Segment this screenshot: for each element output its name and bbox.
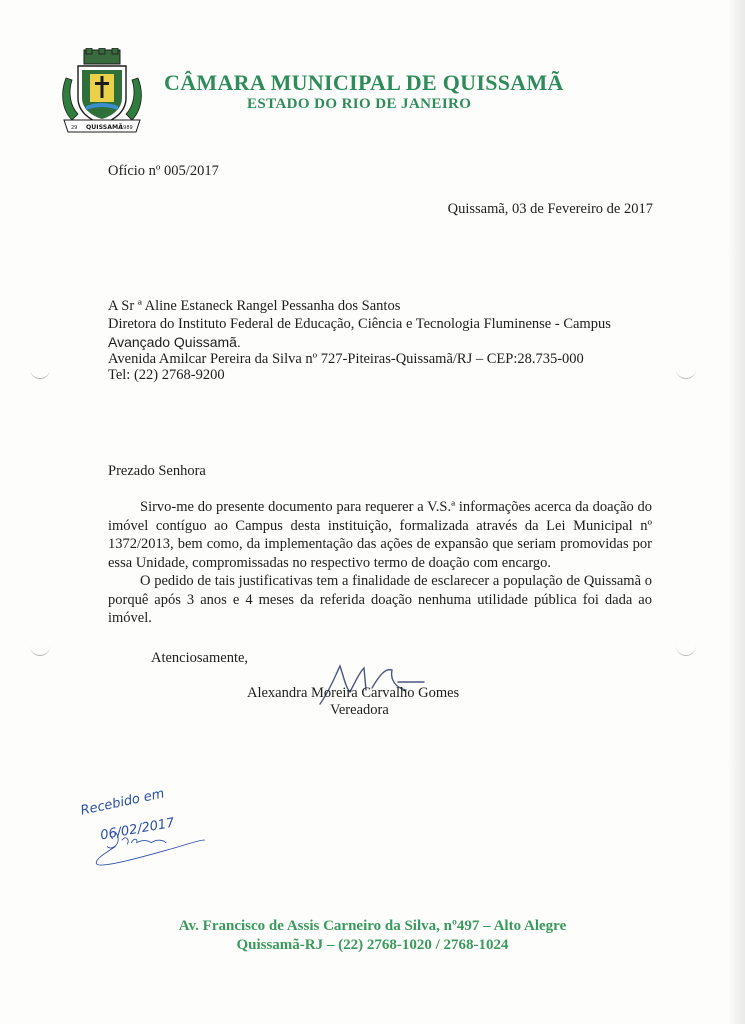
municipal-crest-logo <box>60 48 144 136</box>
punch-hole-mark <box>676 368 696 379</box>
recipient-address: Avenida Amilcar Pereira da Silva nº 727-Piteiras-Quissamã/RJ – CEP:28.735-000 <box>108 351 584 367</box>
header-title: CÂMARA MUNICIPAL DE QUISSAMÃ <box>164 70 564 95</box>
letter-place-date: Quissamã, 03 de Fevereiro de 2017 <box>447 201 653 217</box>
receipt-note-line1: Recebido em <box>79 786 166 819</box>
letter-paragraph-2: O pedido de tais justificativas tem a finalidade de esclarecer a população de Quissamã o porquê após 3 anos e 4 meses da referida doação nenhuma utilidade pública foi dada ao imóvel. <box>108 573 652 626</box>
recipient-title: Diretora do Instituto Federal de Educação, Ciência e Tecnologia Fluminense - Campus <box>108 316 611 332</box>
signer-name: Alexandra Moreira Carvalho Gomes <box>247 685 460 701</box>
letter-salutation: Prezado Senhora <box>108 463 206 479</box>
punch-hole-mark <box>30 368 50 379</box>
punch-hole-mark <box>30 645 50 656</box>
footer-address: Av. Francisco de Assis Carneiro da Silva, nº497 – Alto Alegre <box>178 918 567 934</box>
receipt-initials-scribble <box>58 820 258 900</box>
crest-year-left: 29 <box>71 125 78 131</box>
signer-role: Vereadora <box>330 702 389 718</box>
recipient-title-cont: Avançado Quissamã. <box>108 334 241 350</box>
page-edge-shadow <box>727 0 745 1024</box>
crest-banner-text: QUISSAMÃ <box>86 124 123 131</box>
recipient-phone: Tel: (22) 2768-9200 <box>108 367 225 383</box>
punch-hole-mark <box>676 645 696 656</box>
letter-reference: Ofício nº 005/2017 <box>108 163 219 179</box>
letter-closing: Atenciosamente, <box>151 650 249 666</box>
footer-contact: Quissamã-RJ – (22) 2768-1020 / 2768-1024 <box>236 937 509 953</box>
receipt-note-date: 06/02/2017 <box>99 815 176 844</box>
crest-year-right: 1989 <box>120 125 133 131</box>
letter-paragraph-1: Sirvo-me do presente documento para requerer a V.S.ª informações acerca da doação do imóvel contíguo ao Campus desta instituição, formalizada através da Lei Municipal nº 1372/2013, bem como, da implementação das ações de expansão que seriam promovidas por essa Unidade, compromissadas no respectivo termo de doação com encargo. <box>108 499 652 571</box>
header-subtitle: ESTADO DO RIO DE JANEIRO <box>247 96 472 112</box>
recipient-name: A Sr ª Aline Estaneck Rangel Pessanha dos Santos <box>108 298 401 314</box>
